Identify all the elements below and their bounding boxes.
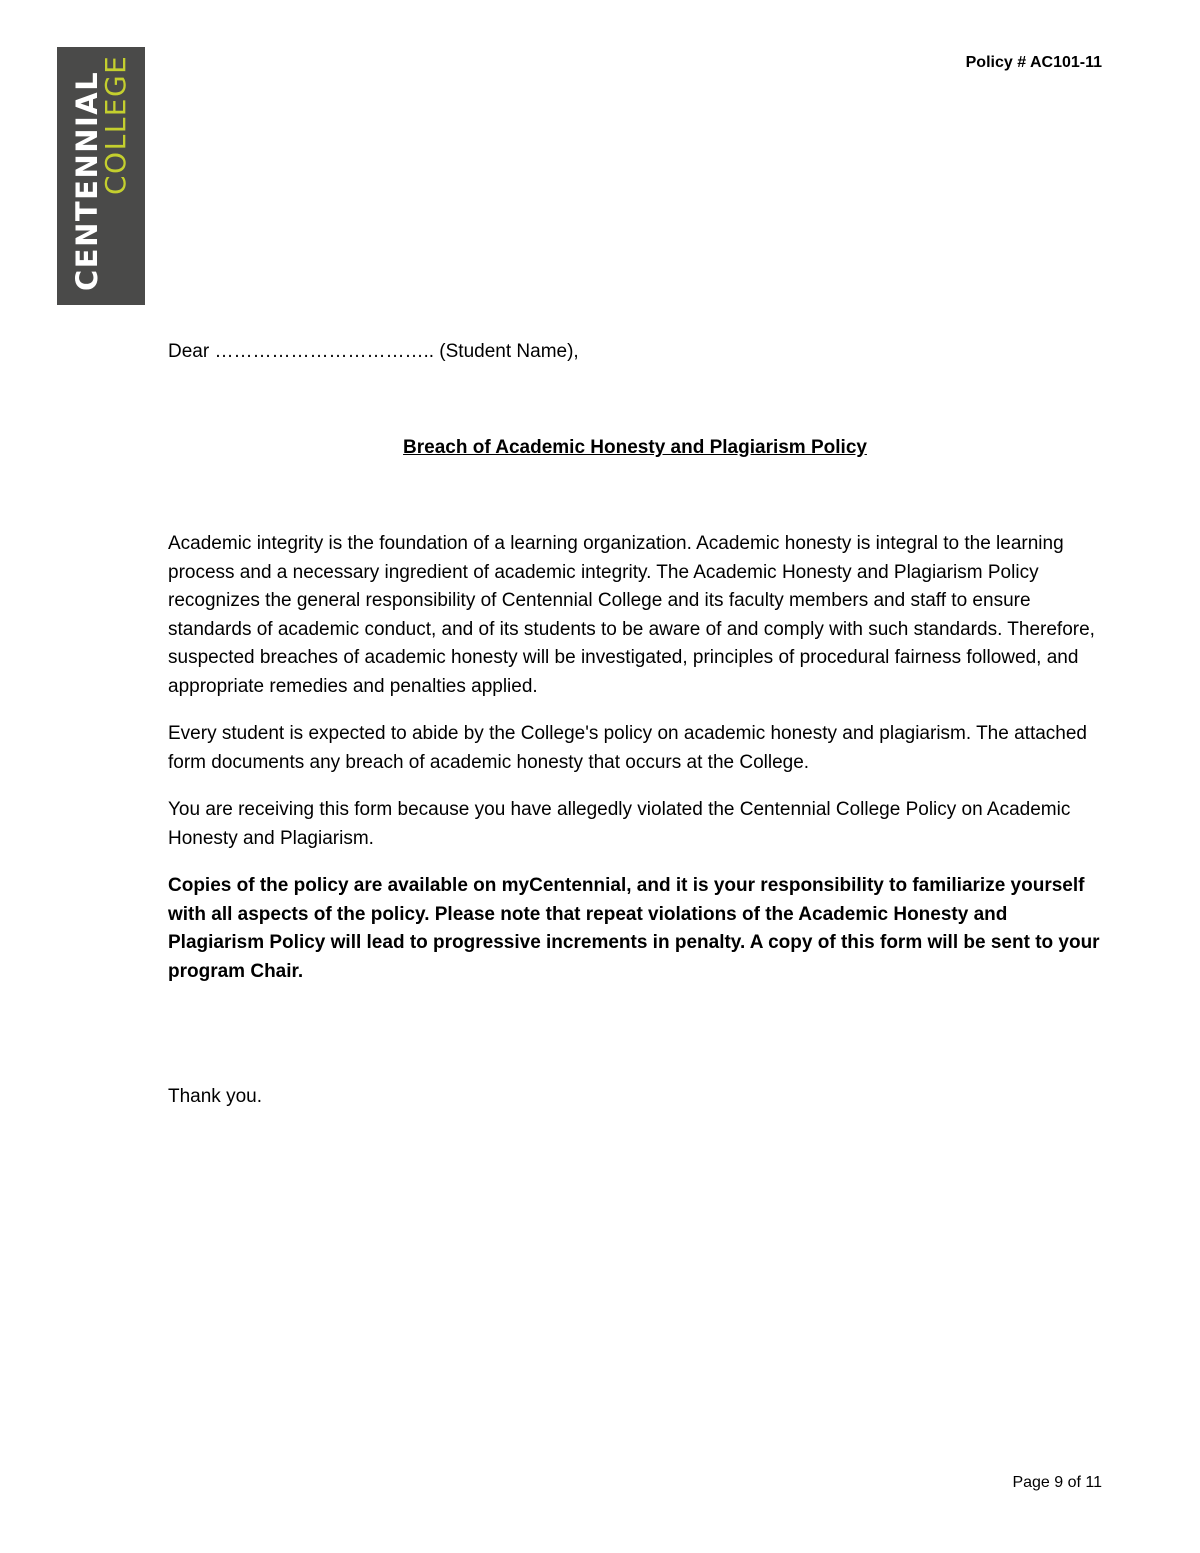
salutation: Dear …………………………….. (Student Name), bbox=[168, 341, 579, 362]
paragraph-student-expectation: Every student is expected to abide by the College's policy on academic honesty and plagiarism. The attached form documents any breach of academic honesty that occurs at the College. bbox=[168, 723, 1087, 773]
logo-wordmark bbox=[70, 54, 132, 291]
letter-body bbox=[168, 530, 1102, 1005]
centennial-college-logo bbox=[57, 47, 145, 305]
page-number: Page 9 of 11 bbox=[1012, 1474, 1102, 1491]
letter-title: Breach of Academic Honesty and Plagiarism Policy bbox=[403, 437, 867, 458]
paragraph-violation-notice: You are receiving this form because you have allegedly violated the Centennial College Policy on Academic Honesty and Plagiarism. bbox=[168, 799, 1071, 849]
paragraph-academic-integrity: Academic integrity is the foundation of a learning organization. Academic honesty is integral to the learning process and a necessary ingredient of academic integrity. The Academic Honesty and Plagiarism Policy recognizes the general responsibility of Centennial College and its faculty members and staff to ensure standards of academic conduct, and of its students to be aware of and comply with such standards. Therefore, suspected breaches of academic honesty will be investigated, principles of procedural fairness followed, and appropriate remedies and penalties applied. bbox=[168, 533, 1095, 697]
paragraph-policy-copies: Copies of the policy are available on myCentennial, and it is your responsibility to familiarize yourself with all aspects of the policy. Please note that repeat violations of the Academic Honesty and Plagiarism Policy will lead to progressive increments in penalty. A copy of this form will be sent to your program Chair. bbox=[168, 875, 1100, 982]
closing: Thank you. bbox=[168, 1086, 262, 1107]
policy-number: Policy # AC101-11 bbox=[965, 54, 1102, 71]
logo-line-college: COLLEGE bbox=[99, 54, 132, 195]
logo-line-centennial: CENTENNIAL bbox=[70, 70, 104, 291]
